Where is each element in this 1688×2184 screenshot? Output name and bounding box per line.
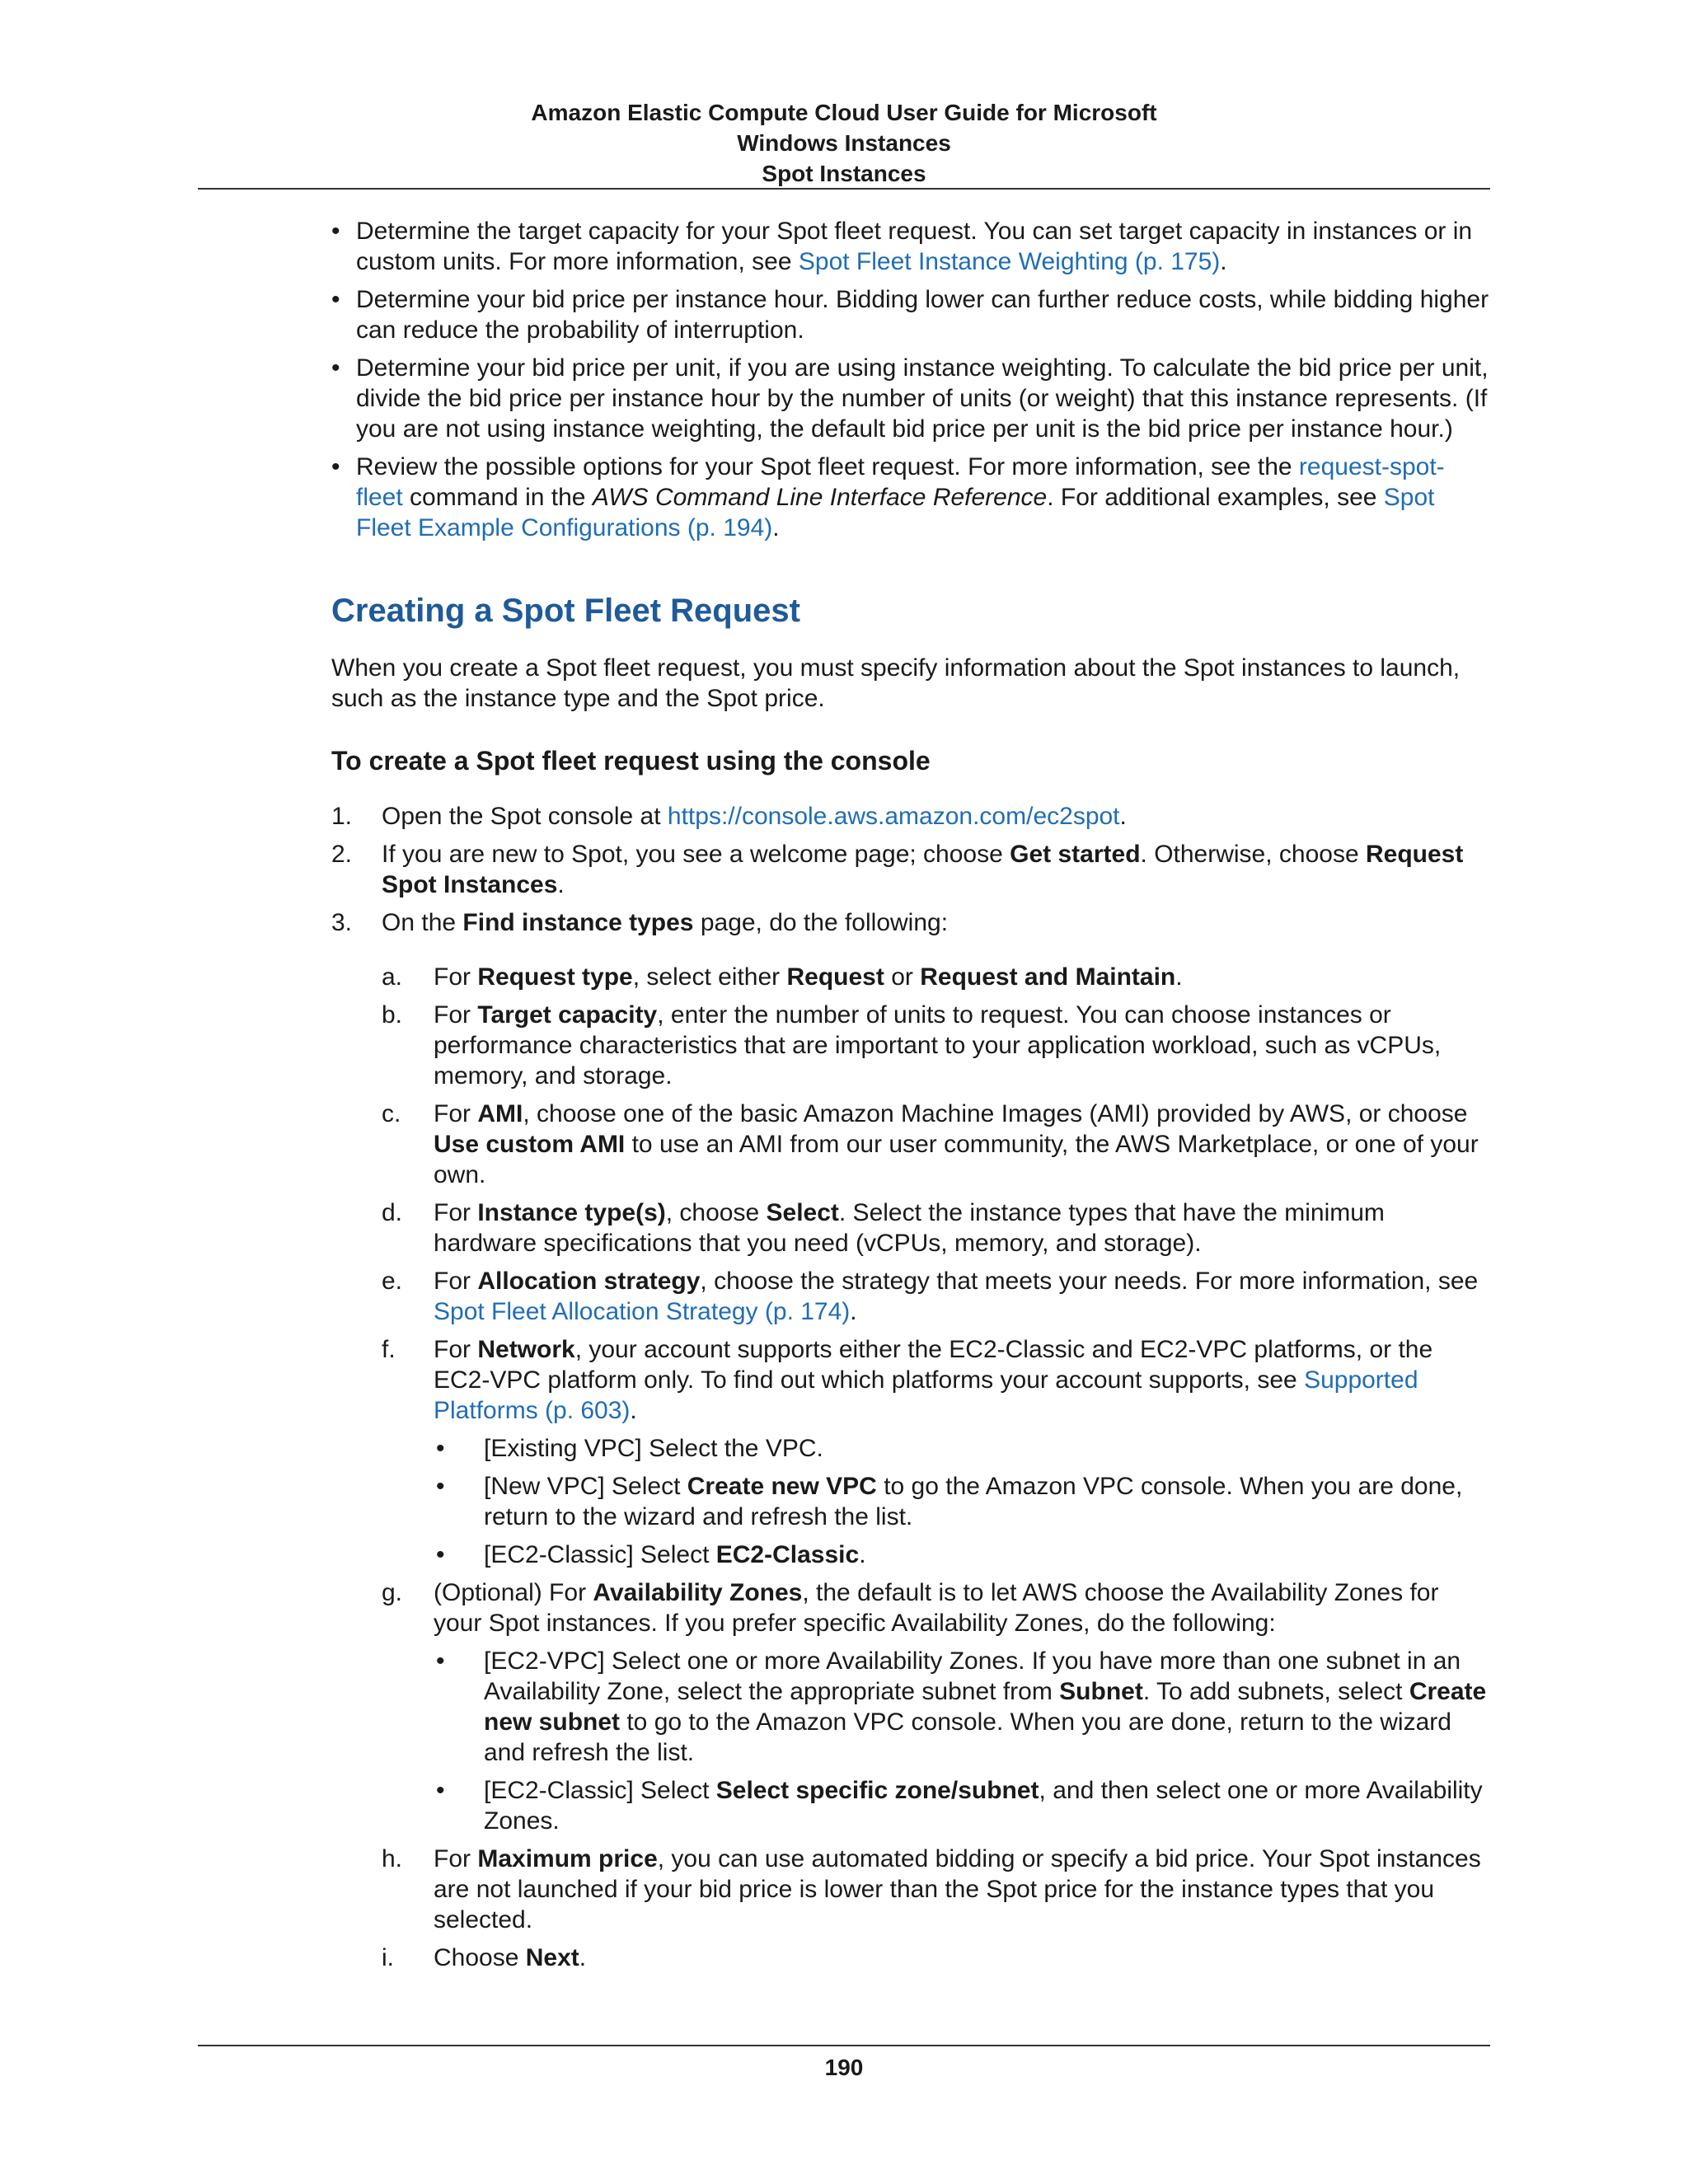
step-3: 3. On the Find instance types page, do the following: a. For Request type, select either Request or Request and Maintain. b. For Target capacity, enter the number of units to request. You can choose instances or performance characteristics that are important to your application workload, such as vCPUs, memory, and storage. c. For AMI, choose one of the basic Amazon Machine Images (AMI) provided by AWS, or choose Use custom AMI to use an AMI from our user community, the AWS Marketplace, or one of your own. d. For Instance type(s), choose Select. Select the instance types that have the minimum hardware specifications that you need (vCPUs, memory, and storage). e. For Allocation strategy, choose the strategy that meets your needs. For more information, see Spot Fleet Allocation Strategy (p. 174). f. For Network, your account supports either the EC2-Classic and EC2-VPC platforms, or the EC2-VPC platform only. To find out which platforms your account supports, see Supported Platforms (p. 603). • [Existing VPC] Select the VPC. • [New VPC] Select Create new VPC to go the Amazon VPC console. When you are done, return to the wizard and refresh the list. • [EC2-Classic] Select EC2-Classic. g. (Optional) For Availability Zones, the default is to let AWS choose the Availability Zones for your Spot instances. If you prefer specific Availability Zones, do the following: • [EC2-VPC] Select one or more Availability Zones. If you have more than one subnet in an Availability Zone, select the appropriate subnet from Subnet. To add subnets, select Create new subnet to go to the Amazon VPC console. When you are done, return to the wizard and refresh the list. • [EC2-Classic] Select Select specific zone/subnet, and then select one or more Availability Zones. h. For Maximum price, you can use automated bidding or specify a bid price. Your Spot instances are not launched if your bid price is lower than the Spot price for the instance types that you selected. i. Choose Next. <box>331 907 1490 1973</box>
substep-f: f. For Network, your account supports either the EC2-Classic and EC2-VPC platforms, or the EC2-VPC platform only. To find out which platforms your account supports, see Supported Platforms (p. 603). • [Existing VPC] Select the VPC. • [New VPC] Select Create new VPC to go the Amazon VPC console. When you are done, return to the wizard and refresh the list. • [EC2-Classic] Select EC2-Classic. <box>382 1334 1490 1570</box>
substep-b: b. For Target capacity, enter the number of units to request. You can choose instances or performance characteristics that are important to your application workload, such as vCPUs, memory, and storage. <box>382 1001 1442 1090</box>
page-content <box>331 216 1490 1980</box>
substep-d: d. For Instance type(s), choose Select. Select the instance types that have the minimum hardware specifications that you need (vCPUs, memory, and storage). <box>382 1199 1385 1257</box>
procedure-steps <box>331 801 1490 1973</box>
footer-rule <box>198 2045 1490 2046</box>
header-section-name: Spot Instances <box>762 161 926 186</box>
procedure-title: To create a Spot fleet request using the console <box>331 746 931 776</box>
link-request-spot-fleet[interactable]: request-spot-fleet <box>356 453 1445 511</box>
step-1: 1. Open the Spot console at https://console.aws.amazon.com/ec2spot. <box>331 803 1127 830</box>
link-spot-console-url[interactable]: https://console.aws.amazon.com/ec2spot <box>667 803 1120 830</box>
list-item: • Determine your bid price per unit, if you are using instance weighting. To calculate the bid price per unit, divide the bid price per instance hour by the number of units (or weight) that this instance represents. (If you are not using instance weighting, the default bid price per unit is the bid price per instance hour.) <box>331 353 1490 444</box>
substep-g: g. (Optional) For Availability Zones, the default is to let AWS choose the Availability Zones for your Spot instances. If you prefer specific Availability Zones, do the following: • [EC2-VPC] Select one or more Availability Zones. If you have more than one subnet in an Availability Zone, select the appropriate subnet from Subnet. To add subnets, select Create new subnet to go to the Amazon VPC console. When you are done, return to the wizard and refresh the list. • [EC2-Classic] Select Select specific zone/subnet, and then select one or more Availability Zones. <box>382 1577 1490 1836</box>
section-intro: When you create a Spot fleet request, you must specify information about the Spot instances to launch, such as the instance type and the Spot price. <box>331 654 1461 712</box>
network-options <box>434 1433 1490 1570</box>
page-number: 190 <box>824 2055 864 2080</box>
link-spot-fleet-example-configurations[interactable]: Spot Fleet Example Configurations (p. 194) <box>356 484 1435 541</box>
list-item: • Determine your bid price per instance hour. Bidding lower can further reduce costs, while bidding higher can reduce the probability of interruption. <box>331 284 1490 345</box>
intro-bullet-list <box>331 216 1490 543</box>
header-rule <box>198 188 1490 190</box>
substep-c: c. For AMI, choose one of the basic Amazon Machine Images (AMI) provided by AWS, or choose Use custom AMI to use an AMI from our user community, the AWS Marketplace, or one of your own. <box>382 1100 1479 1188</box>
list-item: • [EC2-Classic] Select Select specific zone/subnet, and then select one or more Availability Zones. <box>434 1775 1490 1836</box>
section-heading: Creating a Spot Fleet Request <box>331 593 800 629</box>
page-header <box>198 97 1490 189</box>
substeps <box>382 962 1490 1973</box>
list-item: • [EC2-Classic] Select EC2-Classic. <box>434 1540 1490 1570</box>
substep-a: a. For Request type, select either Request or Request and Maintain. <box>382 963 1183 991</box>
substep-i: i. Choose Next. <box>382 1944 587 1971</box>
list-item: • [Existing VPC] Select the VPC. <box>434 1433 1490 1464</box>
list-item: • [EC2-VPC] Select one or more Availability Zones. If you have more than one subnet in an Availability Zone, select the appropriate subnet from Subnet. To add subnets, select Create new subnet to go to the Amazon VPC console. When you are done, return to the wizard and refresh the list. <box>434 1646 1490 1768</box>
link-spot-fleet-instance-weighting[interactable]: Spot Fleet Instance Weighting (p. 175) <box>798 248 1221 275</box>
substep-e: e. For Allocation strategy, choose the strategy that meets your needs. For more information, see Spot Fleet Allocation Strategy (p. 174). <box>382 1268 1479 1325</box>
list-item: • Determine the target capacity for your Spot fleet request. You can set target capacity in instances or in custom units. For more information, see Spot Fleet Instance Weighting (p. 175). <box>331 216 1490 277</box>
header-title-line1: Amazon Elastic Compute Cloud User Guide for Microsoft <box>531 100 1157 125</box>
availability-zone-options <box>434 1646 1490 1836</box>
list-item: • Review the possible options for your Spot fleet request. For more information, see the request-spot-fleet command in the AWS Command Line Interface Reference. For additional examples, see Spot Fleet Example Configurations (p. 194). <box>331 452 1490 543</box>
link-spot-fleet-allocation-strategy[interactable]: Spot Fleet Allocation Strategy (p. 174) <box>434 1298 851 1325</box>
header-title-line2: Windows Instances <box>737 130 951 156</box>
step-2: 2. If you are new to Spot, you see a welcome page; choose Get started. Otherwise, choose Request Spot Instances. <box>331 841 1464 898</box>
link-supported-platforms[interactable]: Supported Platforms (p. 603) <box>434 1366 1418 1424</box>
substep-h: h. For Maximum price, you can use automated bidding or specify a bid price. Your Spot instances are not launched if your bid price is lower than the Spot price for the instance types that you selected. <box>382 1845 1481 1933</box>
list-item: • [New VPC] Select Create new VPC to go the Amazon VPC console. When you are done, return to the wizard and refresh the list. <box>434 1471 1490 1532</box>
